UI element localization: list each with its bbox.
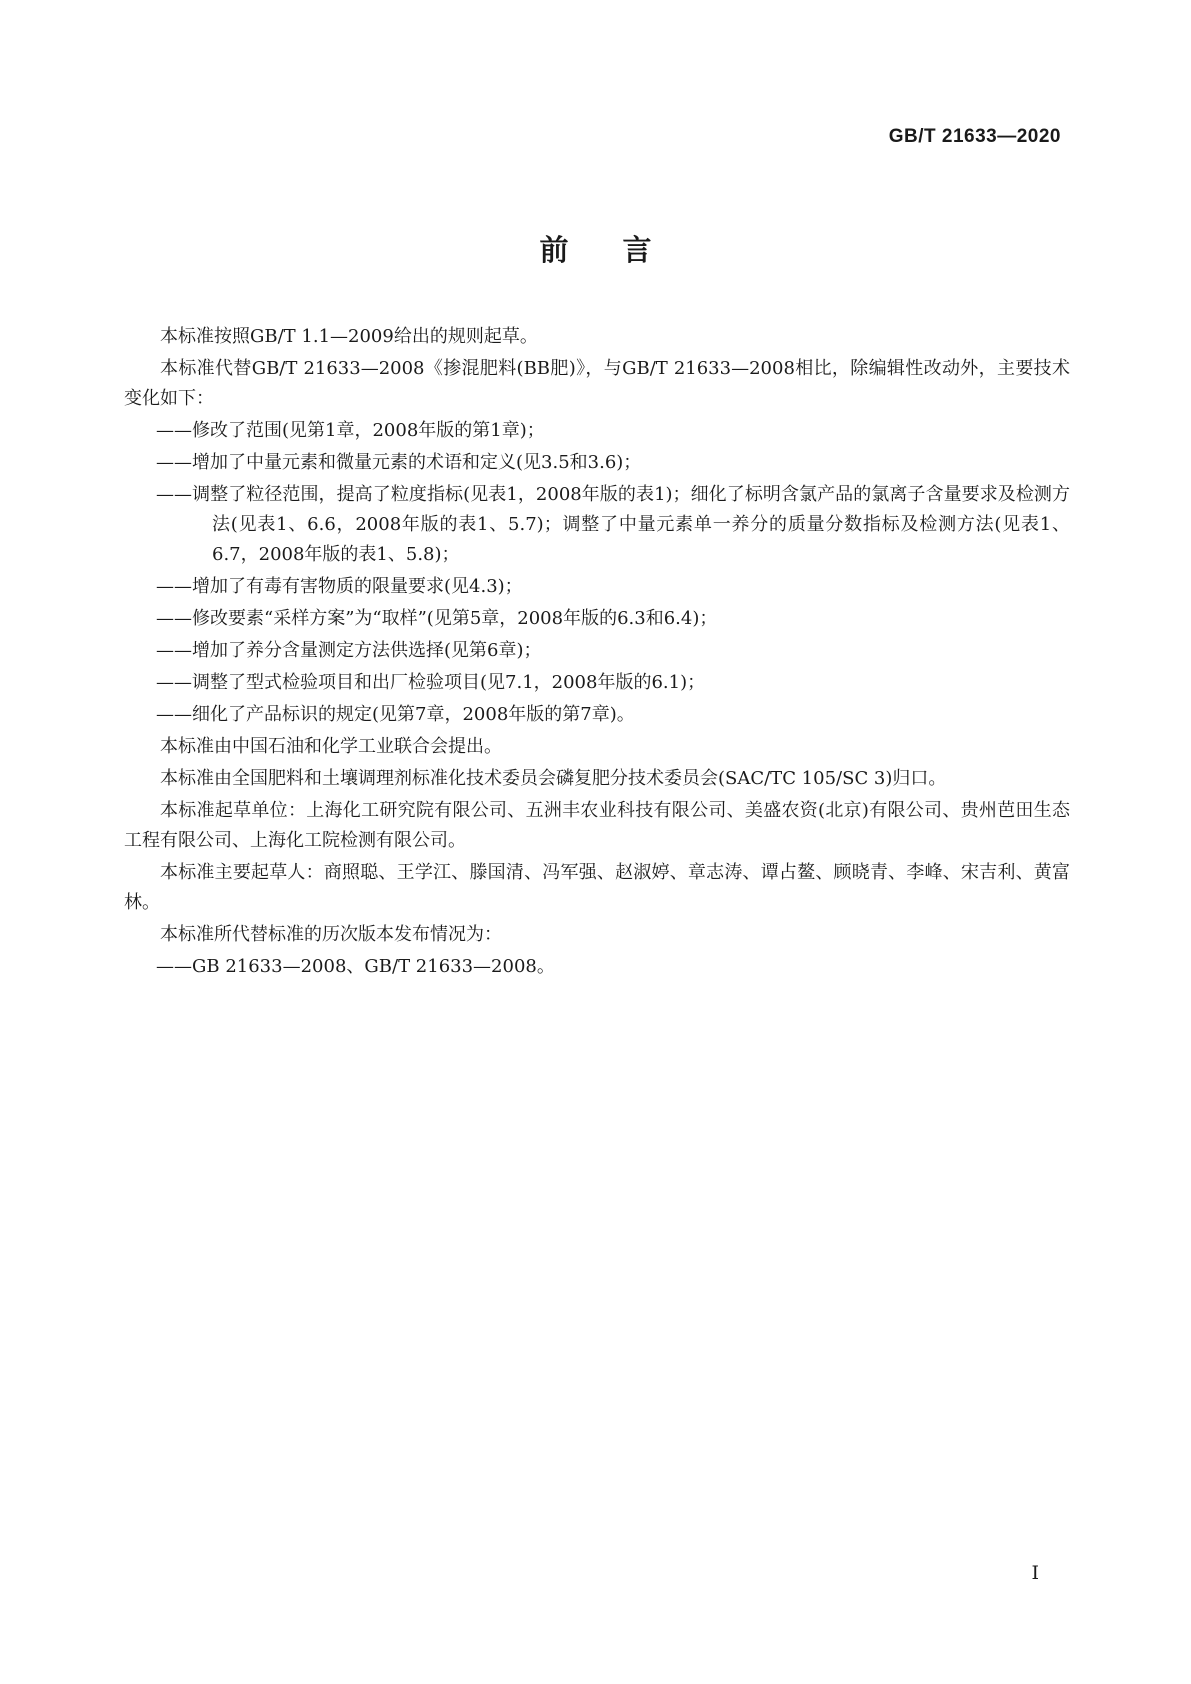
page-title: 前言 [539,233,706,267]
paragraph-drafters: 本标准主要起草人：商照聪、王学江、滕国清、冯军强、赵淑婷、章志涛、谭占鳌、顾晓青、李峰、宋吉利、黄富林。 [124,862,1070,913]
list-item: ——调整了粒径范围，提高了粒度指标(见表1，2008年版的表1)；细化了标明含氯产品的氯离子含量要求及检测方法(见表1、6.6，2008年版的表1、5.7)；调整了中量元素单一养分的质量分数指标及检测方法(见表1、6.7，2008年版的表1、5.8)； [156,484,1070,565]
paragraph-committee: 本标准由全国肥料和土壤调理剂标准化技术委员会磷复肥分技术委员会(SAC/TC 105/SC 3)归口。 [160,768,947,789]
history-item: ——GB 21633—2008、GB/T 21633—2008。 [156,956,555,977]
list-item: ——增加了养分含量测定方法供选择(见第6章)； [156,640,542,661]
list-item: ——修改了范围(见第1章，2008年版的第1章)； [156,420,545,441]
list-item: ——细化了产品标识的规定(见第7章，2008年版的第7章)。 [156,704,635,725]
standard-code: GB/T 21633—2020 [888,126,1061,147]
paragraph-drafting-units: 本标准起草单位：上海化工研究院有限公司、五洲丰农业科技有限公司、美盛农资(北京)有限公司、贵州芭田生态工程有限公司、上海化工院检测有限公司。 [124,800,1070,851]
paragraph-drafting-rules: 本标准按照GB/T 1.1—2009给出的规则起草。 [160,326,538,347]
list-item: ——调整了型式检验项目和出厂检验项目(见7.1，2008年版的6.1)； [156,672,706,693]
list-item: ——增加了中量元素和微量元素的术语和定义(见3.5和3.6)； [156,452,642,473]
foreword-body [124,322,1070,984]
paragraph-replacement: 本标准代替GB/T 21633—2008《掺混肥料(BB肥)》，与GB/T 21633—2008相比，除编辑性改动外，主要技术变化如下： [124,358,1070,409]
paragraph-proposer: 本标准由中国石油和化学工业联合会提出。 [160,736,502,757]
page-number: I [1031,1562,1039,1584]
list-item: ——增加了有毒有害物质的限量要求(见4.3)； [156,576,523,597]
list-item: ——修改要素“采样方案”为“取样”(见第5章，2008年版的6.3和6.4)； [156,608,718,629]
paragraph-history-intro: 本标准所代替标准的历次版本发布情况为： [160,924,502,945]
